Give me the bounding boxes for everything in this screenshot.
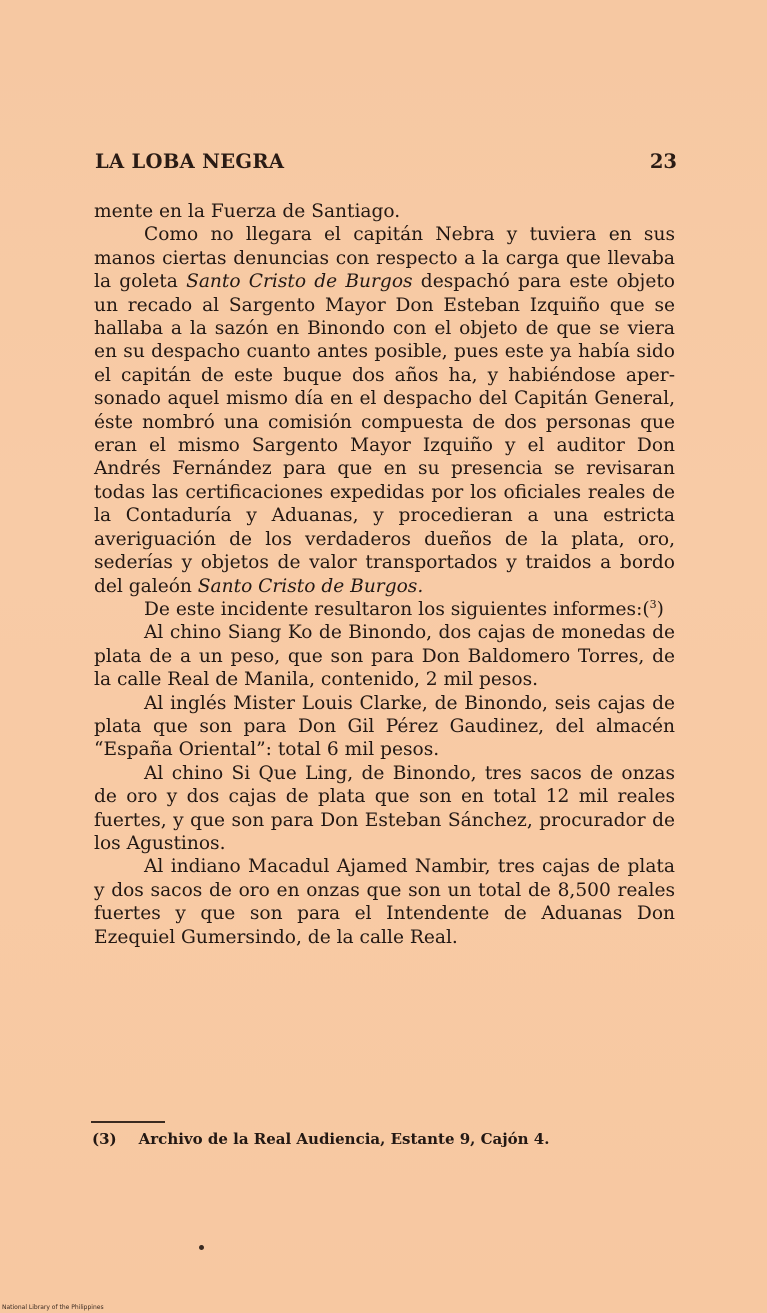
library-attribution: National Library of the Philippines [2,1304,104,1311]
footnote-ref-paren: ) [656,598,664,620]
paragraph-text: Al indiano Macadul Ajamed Nambir, tres cajas de plata y dos sacos de oro en onzas que son un total de 8,500 reales fuertes y que son para el Intendente de Aduanas Don Ezequiel Gumersindo, de la calle Real. [94,856,675,948]
footnote-reference: 3 [649,597,657,611]
paragraph-text: De este incidente resultaron los siguientes informes: [144,598,643,620]
paragraph [94,621,675,691]
paragraph-text: Al chino Siang Ko de Binondo, dos cajas de monedas de plata de a un peso, que son para Don Baldomero Torres, de la calle Real de Manila, contenido, 2 mil pesos. [94,622,675,691]
paragraph [94,762,675,856]
footnote [92,1130,692,1148]
ink-dot [199,1245,204,1250]
paragraph [94,223,675,598]
ship-name: Santo Cristo de Burgos [186,271,413,293]
paragraph-text: Al inglés Mister Louis Clarke, de Binondo, seis cajas de plata que son para Don Gil Pérez Gaudinez, del almacén “España Oriental”: total 6 mil pesos. [94,692,675,761]
page-header [95,150,677,180]
paragraph [94,855,675,949]
footnote-divider [91,1121,165,1123]
footnote-ref-paren: ( [642,598,650,620]
running-title: LA LOBA NEGRA [95,150,285,173]
page-number: 23 [649,150,677,173]
paragraph-text: despachó para este objeto un recado al Sargento Mayor Don Esteban Izquiño que se hallaba a la sazón en Binondo con el objeto de que se viera en su despacho cuanto antes posible, pues este ya había sido el capitán de este buque dos años ha, y habiéndose apersonado aquel mismo día en el despacho del Capitán General, éste nombró una comisión compuesta de dos personas que eran el mismo Sargento Mayor Izquiño y el auditor Don Andrés Fernández para que en su presencia se revisaran todas las certificaciones expedidas por los oficiales reales de la Contaduría y Aduanas, y procedieran a una estricta averiguación de los verdaderos dueños de la plata, oro, sederías y objetos de valor transportados y traidos a bordo del galeón [94,271,675,597]
footnote-text: Archivo de la Real Audiencia, Estante 9, Cajón 4. [138,1130,550,1148]
body-text [94,200,675,949]
paragraph [94,692,675,762]
footnote-mark: (3) [92,1130,117,1148]
paragraph-text: mente en la Fuerza de Santiago. [94,201,401,222]
ship-name: Santo Cristo de Burgos. [197,575,424,597]
paragraph-text: Como no llegara el capitán Nebra y tuviera en sus manos ciertas denuncias con respecto a la carga que llevaba la goleta [94,224,675,293]
paragraph-continuation [94,200,675,223]
paragraph-text: Al chino Si Que Ling, de Binondo, tres sacos de onzas de oro y dos cajas de plata que son en total 12 mil reales fuertes, y que son para Don Esteban Sánchez, procurador de los Agustinos. [94,762,675,854]
paragraph [94,598,675,621]
